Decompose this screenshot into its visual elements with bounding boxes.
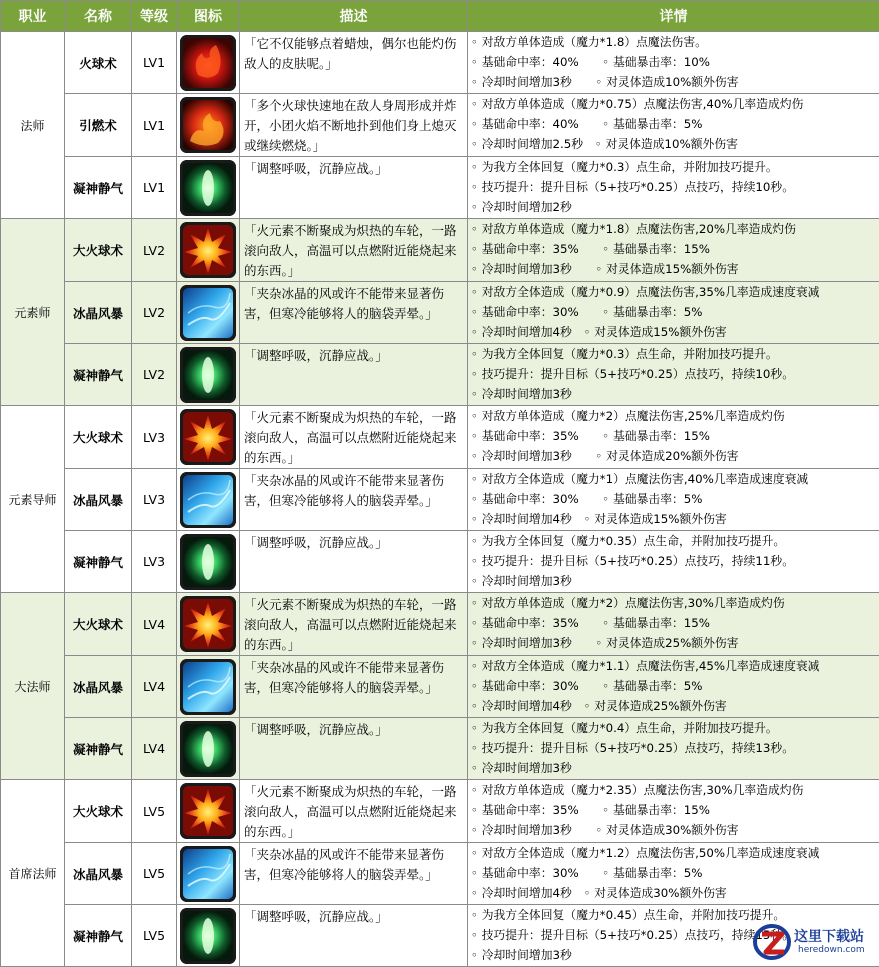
detail-line: ◦ 为我方全体回复（魔力*0.3）点生命，并附加技巧提升。	[471, 157, 879, 177]
job-cell: 元素师	[1, 219, 65, 406]
detail-line: ◦ 冷却时间增加3秒 ◦ 对灵体造成20%额外伤害	[471, 446, 879, 466]
skill-description: 「多个火球快速地在敌人身周形成并炸开，小团火焰不断地扑到他们身上熄灭或继续燃烧。」	[240, 94, 468, 157]
detail-line: ◦ 对敌方单体造成（魔力*2）点魔法伤害,30%几率造成灼伤	[471, 593, 879, 613]
detail-line: ◦ 技巧提升：提升目标（5+技巧*0.25）点技巧，持续13秒。	[471, 738, 879, 758]
table-row	[1, 469, 879, 531]
skill-level: LV5	[132, 780, 177, 843]
ice-storm-icon	[180, 846, 236, 902]
skill-details	[468, 780, 879, 843]
skill-description: 「调整呼吸，沉静应战。」	[240, 157, 468, 219]
detail-line: ◦ 技巧提升：提升目标（5+技巧*0.25）点技巧，持续11秒。	[471, 551, 879, 571]
detail-line: ◦ 为我方全体回复（魔力*0.35）点生命，并附加技巧提升。	[471, 531, 879, 551]
table-row	[1, 905, 879, 967]
detail-line: ◦ 冷却时间增加3秒	[471, 571, 879, 591]
detail-line: ◦ 为我方全体回复（魔力*0.45）点生命，并附加技巧提升。	[471, 905, 879, 925]
big-fireball-icon	[180, 783, 236, 839]
detail-line: ◦ 技巧提升：提升目标（5+技巧*0.25）点技巧，持续10秒。	[471, 364, 879, 384]
skill-level: LV1	[132, 157, 177, 219]
table-row	[1, 282, 879, 344]
skill-details	[468, 157, 879, 219]
detail-line: ◦ 基础命中率：30% ◦ 基础暴击率：5%	[471, 863, 879, 883]
meditate-icon	[180, 347, 236, 403]
skill-details	[468, 344, 879, 406]
detail-line: ◦ 冷却时间增加3秒	[471, 945, 879, 965]
skill-details	[468, 656, 879, 718]
skill-description: 「火元素不断聚成为炽热的车轮，一路滚向敌人，高温可以点燃附近能烧起来的东西。」	[240, 780, 468, 843]
job-cell: 元素导师	[1, 406, 65, 593]
skill-name: 火球术	[65, 32, 132, 94]
skill-name: 大火球术	[65, 780, 132, 843]
detail-line: ◦ 对敌方单体造成（魔力*2.35）点魔法伤害,30%几率造成灼伤	[471, 780, 879, 800]
detail-line: ◦ 基础命中率：40% ◦ 基础暴击率：5%	[471, 114, 879, 134]
detail-line: ◦ 冷却时间增加3秒 ◦ 对灵体造成25%额外伤害	[471, 633, 879, 653]
skill-name: 大火球术	[65, 406, 132, 469]
detail-line: ◦ 对敌方全体造成（魔力*1）点魔法伤害,40%几率造成速度衰减	[471, 469, 879, 489]
watermark-title: 这里下载站	[794, 926, 864, 946]
detail-line: ◦ 基础命中率：35% ◦ 基础暴击率：15%	[471, 426, 879, 446]
skill-icon-cell	[177, 282, 240, 344]
skill-icon-cell	[177, 469, 240, 531]
header-desc: 描述	[240, 1, 468, 32]
detail-line: ◦ 基础命中率：40% ◦ 基础暴击率：10%	[471, 52, 879, 72]
skill-description: 「夹杂冰晶的风或许不能带来显著伤害，但寒冷能够将人的脑袋弄晕。」	[240, 469, 468, 531]
detail-line: ◦ 对敌方单体造成（魔力*0.75）点魔法伤害,40%几率造成灼伤	[471, 94, 879, 114]
detail-line: ◦ 冷却时间增加2.5秒 ◦ 对灵体造成10%额外伤害	[471, 134, 879, 154]
skill-icon-cell	[177, 406, 240, 469]
skill-name: 凝神静气	[65, 905, 132, 967]
skill-description: 「夹杂冰晶的风或许不能带来显著伤害，但寒冷能够将人的脑袋弄晕。」	[240, 656, 468, 718]
skill-icon-cell	[177, 656, 240, 718]
detail-line: ◦ 基础命中率：35% ◦ 基础暴击率：15%	[471, 239, 879, 259]
skill-name: 凝神静气	[65, 718, 132, 780]
skill-name: 冰晶风暴	[65, 843, 132, 905]
ice-storm-icon	[180, 659, 236, 715]
table-row	[1, 780, 879, 843]
header-detail: 详情	[468, 1, 879, 32]
skill-details	[468, 282, 879, 344]
detail-line: ◦ 冷却时间增加3秒 ◦ 对灵体造成10%额外伤害	[471, 72, 879, 92]
skill-description: 「火元素不断聚成为炽热的车轮，一路滚向敌人，高温可以点燃附近能烧起来的东西。」	[240, 219, 468, 282]
fireball-icon	[180, 35, 236, 91]
skill-details	[468, 406, 879, 469]
detail-line: ◦ 基础命中率：30% ◦ 基础暴击率：5%	[471, 489, 879, 509]
detail-line: ◦ 基础命中率：35% ◦ 基础暴击率：15%	[471, 800, 879, 820]
detail-line: ◦ 冷却时间增加4秒 ◦ 对灵体造成25%额外伤害	[471, 696, 879, 716]
table-row	[1, 219, 879, 282]
skill-icon-cell	[177, 32, 240, 94]
detail-line: ◦ 冷却时间增加3秒 ◦ 对灵体造成15%额外伤害	[471, 259, 879, 279]
skill-icon-cell	[177, 905, 240, 967]
table-row	[1, 656, 879, 718]
skill-description: 「它不仅能够点着蜡烛，偶尔也能灼伤敌人的皮肤呢。」	[240, 32, 468, 94]
skill-details	[468, 593, 879, 656]
skill-icon-cell	[177, 344, 240, 406]
skill-details	[468, 469, 879, 531]
meditate-icon	[180, 534, 236, 590]
skill-name: 冰晶风暴	[65, 656, 132, 718]
meditate-icon	[180, 908, 236, 964]
detail-line: ◦ 冷却时间增加4秒 ◦ 对灵体造成15%额外伤害	[471, 322, 879, 342]
detail-line: ◦ 对敌方单体造成（魔力*2）点魔法伤害,25%几率造成灼伤	[471, 406, 879, 426]
detail-line: ◦ 基础命中率：35% ◦ 基础暴击率：15%	[471, 613, 879, 633]
skill-level: LV5	[132, 843, 177, 905]
detail-line: ◦ 冷却时间增加3秒	[471, 384, 879, 404]
skill-icon-cell	[177, 718, 240, 780]
skill-level: LV2	[132, 344, 177, 406]
skill-description: 「调整呼吸，沉静应战。」	[240, 344, 468, 406]
skill-details	[468, 32, 879, 94]
ice-storm-icon	[180, 472, 236, 528]
skill-icon-cell	[177, 780, 240, 843]
ice-storm-icon	[180, 285, 236, 341]
table-row	[1, 94, 879, 157]
detail-line: ◦ 为我方全体回复（魔力*0.3）点生命，并附加技巧提升。	[471, 344, 879, 364]
skill-name: 大火球术	[65, 219, 132, 282]
skill-name: 凝神静气	[65, 531, 132, 593]
skill-name: 冰晶风暴	[65, 469, 132, 531]
skill-level: LV3	[132, 469, 177, 531]
ignite-icon	[180, 97, 236, 153]
skill-description: 「调整呼吸，沉静应战。」	[240, 718, 468, 780]
skill-details	[468, 843, 879, 905]
skill-details	[468, 94, 879, 157]
skill-level: LV4	[132, 593, 177, 656]
table-row	[1, 406, 879, 469]
skill-icon-cell	[177, 531, 240, 593]
header-level: 等级	[132, 1, 177, 32]
big-fireball-icon	[180, 409, 236, 465]
table-row	[1, 593, 879, 656]
skill-name: 引燃术	[65, 94, 132, 157]
detail-line: ◦ 为我方全体回复（魔力*0.4）点生命，并附加技巧提升。	[471, 718, 879, 738]
meditate-icon	[180, 160, 236, 216]
skill-description: 「火元素不断聚成为炽热的车轮，一路滚向敌人，高温可以点燃附近能烧起来的东西。」	[240, 593, 468, 656]
skill-level: LV2	[132, 282, 177, 344]
table-row	[1, 843, 879, 905]
skill-level: LV1	[132, 32, 177, 94]
skill-description: 「火元素不断聚成为炽热的车轮，一路滚向敌人，高温可以点燃附近能烧起来的东西。」	[240, 406, 468, 469]
skill-level: LV1	[132, 94, 177, 157]
watermark-url: heredown.com	[798, 945, 865, 955]
job-cell: 首席法师	[1, 780, 65, 967]
skill-name: 冰晶风暴	[65, 282, 132, 344]
table-row	[1, 157, 879, 219]
detail-line: ◦ 对敌方全体造成（魔力*0.9）点魔法伤害,35%几率造成速度衰减	[471, 282, 879, 302]
job-cell: 法师	[1, 32, 65, 219]
skill-level: LV4	[132, 656, 177, 718]
detail-line: ◦ 基础命中率：30% ◦ 基础暴击率：5%	[471, 676, 879, 696]
header-name: 名称	[65, 1, 132, 32]
detail-line: ◦ 技巧提升：提升目标（5+技巧*0.25）点技巧，持续15秒。	[471, 925, 879, 945]
header-icon: 图标	[177, 1, 240, 32]
skill-level: LV3	[132, 531, 177, 593]
detail-line: ◦ 冷却时间增加3秒 ◦ 对灵体造成30%额外伤害	[471, 820, 879, 840]
detail-line: ◦ 冷却时间增加2秒	[471, 197, 879, 217]
skill-level: LV4	[132, 718, 177, 780]
meditate-icon	[180, 721, 236, 777]
skill-level: LV5	[132, 905, 177, 967]
detail-line: ◦ 技巧提升：提升目标（5+技巧*0.25）点技巧，持续10秒。	[471, 177, 879, 197]
big-fireball-icon	[180, 596, 236, 652]
skill-details	[468, 219, 879, 282]
detail-line: ◦ 对敌方单体造成（魔力*1.8）点魔法伤害,20%几率造成灼伤	[471, 219, 879, 239]
table-row	[1, 32, 879, 94]
big-fireball-icon	[180, 222, 236, 278]
watermark	[752, 922, 876, 962]
skill-name: 大火球术	[65, 593, 132, 656]
header-job: 职业	[1, 1, 65, 32]
detail-line: ◦ 对敌方全体造成（魔力*1.1）点魔法伤害,45%几率造成速度衰减	[471, 656, 879, 676]
detail-line: ◦ 冷却时间增加4秒 ◦ 对灵体造成30%额外伤害	[471, 883, 879, 903]
skill-name: 凝神静气	[65, 157, 132, 219]
detail-line: ◦ 冷却时间增加4秒 ◦ 对灵体造成15%额外伤害	[471, 509, 879, 529]
skill-name: 凝神静气	[65, 344, 132, 406]
skill-level: LV3	[132, 406, 177, 469]
header-row	[1, 1, 879, 32]
detail-line: ◦ 对敌方全体造成（魔力*1.2）点魔法伤害,50%几率造成速度衰减	[471, 843, 879, 863]
table-row	[1, 344, 879, 406]
skill-icon-cell	[177, 219, 240, 282]
table-row	[1, 531, 879, 593]
skill-level: LV2	[132, 219, 177, 282]
skill-description: 「夹杂冰晶的风或许不能带来显著伤害，但寒冷能够将人的脑袋弄晕。」	[240, 282, 468, 344]
skill-icon-cell	[177, 157, 240, 219]
skill-icon-cell	[177, 843, 240, 905]
skill-icon-cell	[177, 94, 240, 157]
table-row	[1, 718, 879, 780]
detail-line: ◦ 对敌方单体造成（魔力*1.8）点魔法伤害。	[471, 32, 879, 52]
detail-line: ◦ 冷却时间增加3秒	[471, 758, 879, 778]
skill-description: 「调整呼吸，沉静应战。」	[240, 531, 468, 593]
watermark-logo-icon	[752, 922, 796, 962]
skill-description: 「调整呼吸，沉静应战。」	[240, 905, 468, 967]
skill-description: 「夹杂冰晶的风或许不能带来显著伤害，但寒冷能够将人的脑袋弄晕。」	[240, 843, 468, 905]
skill-details	[468, 531, 879, 593]
skill-icon-cell	[177, 593, 240, 656]
skill-details	[468, 718, 879, 780]
detail-line: ◦ 基础命中率：30% ◦ 基础暴击率：5%	[471, 302, 879, 322]
job-cell: 大法师	[1, 593, 65, 780]
